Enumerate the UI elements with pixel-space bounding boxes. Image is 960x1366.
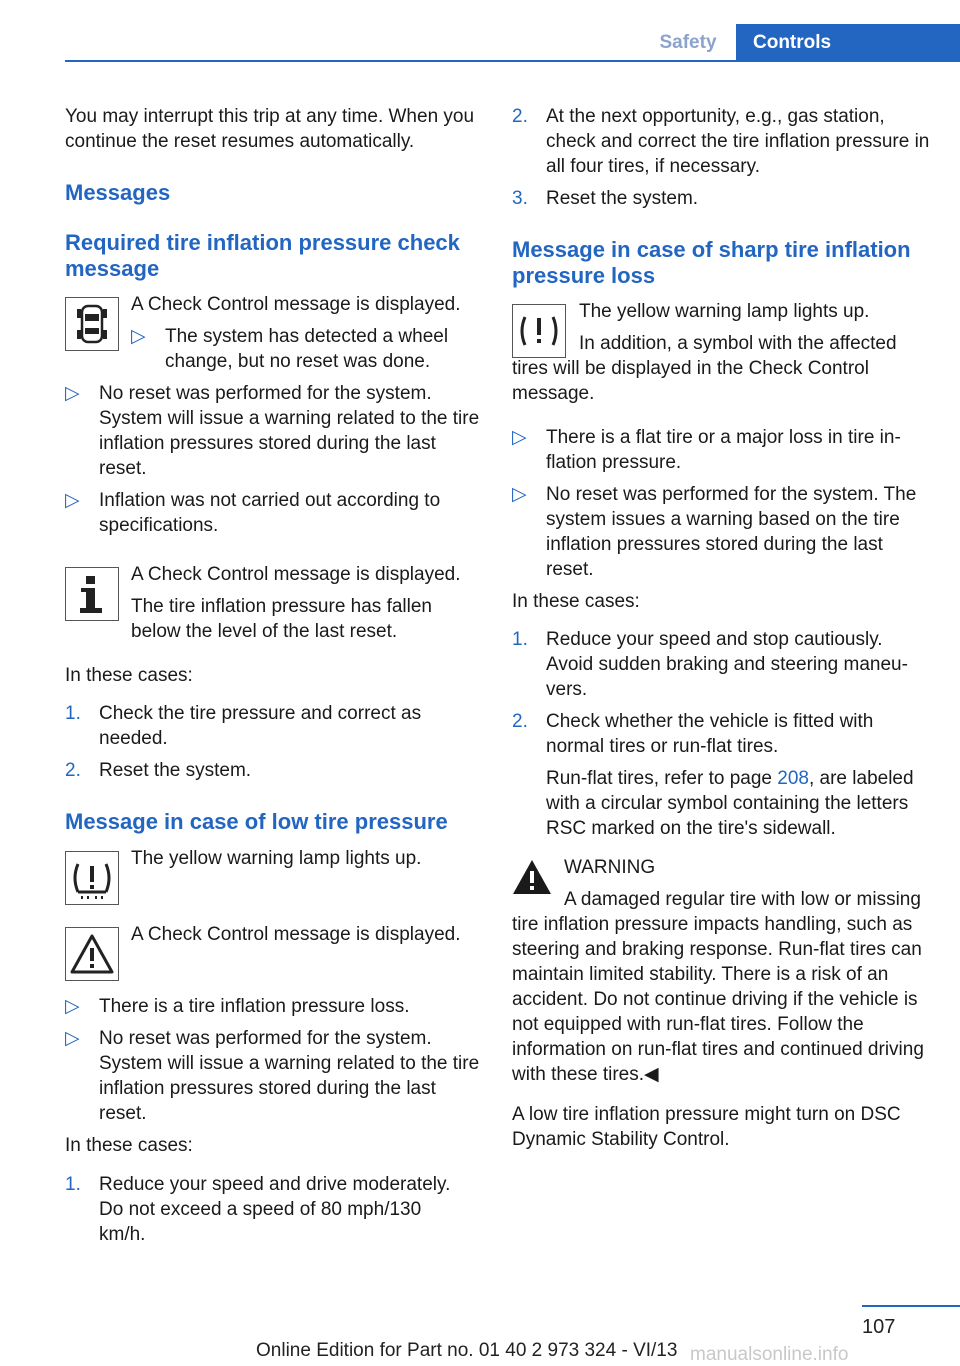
sharp-heading-block (512, 237, 932, 289)
header-rule (65, 60, 960, 62)
header-section-controls: Controls (736, 24, 960, 62)
triangle-bullet-icon: ▷ (512, 484, 527, 505)
list-item (131, 324, 481, 374)
step-number: 2. (512, 711, 528, 732)
low-text: The yellow warning lamp lights up. (131, 848, 422, 869)
runflat-text-pre: Run-flat tires, refer to page (546, 768, 778, 789)
required-text-block (131, 292, 481, 374)
list-item (65, 758, 480, 783)
warning-label-block (564, 855, 924, 880)
list-item (65, 1172, 480, 1247)
cases-label: In these cases: (65, 665, 193, 686)
triangle-bullet-icon: ▷ (131, 326, 146, 347)
info-text-block (131, 562, 481, 644)
triangle-bullet-icon: ▷ (65, 490, 80, 511)
left-column (65, 104, 480, 154)
warning-triangle-icon (65, 927, 119, 981)
step-number: 1. (512, 629, 528, 650)
list-item-text: Reset the system. (546, 188, 699, 209)
info-text-1: A Check Control message is displayed. (131, 564, 461, 585)
dsc-block (512, 1102, 932, 1152)
low-text2-block (131, 922, 481, 947)
header-section-safety: Safety (659, 32, 717, 53)
cases-label: In these cases: (65, 1135, 193, 1156)
messages-heading: Messages (65, 180, 171, 205)
low-heading-block (65, 809, 480, 835)
triangle-bullet-icon: ▷ (65, 383, 80, 404)
list-item (65, 701, 480, 751)
footer-rule (862, 1305, 960, 1307)
warning-label: WARNING (564, 857, 656, 878)
list-item (65, 381, 480, 481)
list-item-text: Reset the system. (99, 760, 252, 781)
list-item (65, 994, 480, 1019)
list-item-text: Reduce your speed and stop cautiously. Avoid sudden braking and steering maneuvers. (546, 629, 908, 700)
list-item (65, 488, 480, 538)
list-item (512, 627, 932, 702)
step-number: 3. (512, 188, 528, 209)
required-check-heading: Required tire inflation pressure check message (65, 230, 460, 281)
runflat-text-post: , are labeled with a circular symbol containing the letters RSC marked on the tire's sidewall. (546, 768, 914, 839)
list-item (512, 104, 932, 179)
list-item (512, 425, 932, 475)
step-number: 1. (65, 703, 81, 724)
page-number: 107 (862, 1316, 896, 1338)
list-item (65, 1026, 480, 1126)
required-text: A Check Control message is displayed. (131, 294, 461, 315)
list-item-text: Check the tire pressure and correct as needed. (99, 703, 422, 749)
list-item-text: No reset was performed for the system. System will issue a warning related to the tire inflation pressures stored during the last reset. (99, 383, 480, 479)
list-item (512, 482, 932, 582)
list-item-text: There is a tire inflation pressure loss. (99, 996, 410, 1017)
list-item (512, 186, 932, 211)
list-item-text: The system has detected a wheel change, but no reset was done. (165, 326, 449, 372)
info-text-2: The tire inflation pressure has fallen below the level of the last reset. (131, 596, 432, 642)
messages-heading-block (65, 180, 480, 206)
list-item-text: There is a flat tire or a major loss in tire inflation pressure. (546, 427, 901, 473)
low-bullets (65, 994, 480, 1247)
sharp-text2-block (512, 331, 932, 406)
intro-paragraph: You may interrupt this trip at any time. When you continue the reset resumes automatically. (65, 106, 475, 152)
list-item-text: No reset was performed for the system. The system issues a warning based on the tire inflation pressures stored during the last reset. (546, 484, 917, 580)
dsc-text: A low tire inflation pressure might turn on DSC Dynamic Stability Control. (512, 1104, 901, 1150)
low-text-2: A Check Control message is displayed. (131, 924, 461, 945)
edition-text: Online Edition for Part no. 01 40 2 973 324 - VI/13 (256, 1340, 678, 1361)
list-item (512, 709, 932, 759)
low-text-block (131, 846, 481, 871)
warning-text: A damaged regular tire with low or missing tire inflation pressure impacts handling, such as steering and braking response. Run-flat tires can maintain limited stability. There is a risk of an accident. Do not continue driving if the vehicle is not equipped with run-flat tires. Follow the information on run-flat tires and continued driving with these tires.◀ (512, 889, 924, 1085)
list-item-text: Inflation was not carried out according to specifications. (99, 490, 441, 536)
warning-text-block (512, 887, 932, 1087)
sharp-text-2: In addition, a symbol with the affected tires will be displayed in the Check Control message. (512, 333, 897, 404)
list-item-text: Reduce your speed and drive moderately. Do not exceed a speed of 80 mph/130 km/h. (99, 1174, 451, 1245)
watermark: manualsonline.info (690, 1344, 849, 1365)
cases-block-1 (65, 663, 480, 783)
tire-pressure-warning-icon (65, 851, 119, 905)
required-bullets (65, 381, 480, 538)
step-number: 1. (65, 1174, 81, 1195)
sharp-text-1: The yellow warning lamp lights up. (579, 301, 870, 322)
required-heading-block (65, 230, 480, 282)
triangle-bullet-icon: ▷ (65, 1028, 80, 1049)
triangle-bullet-icon: ▷ (512, 427, 527, 448)
sharp-loss-heading: Message in case of sharp tire inflation pressure loss (512, 237, 911, 288)
cases-label: In these cases: (512, 591, 640, 612)
right-steps-cont (512, 104, 932, 211)
info-icon (65, 567, 119, 621)
list-item-text: No reset was performed for the system. System will issue a warning related to the tire inflation pressures stored during the last reset. (99, 1028, 480, 1124)
list-item-text: At the next opportunity, e.g., gas station, check and correct the tire inflation pressure in all four tires, if necessary. (546, 106, 930, 177)
sharp-text1-block (579, 299, 929, 324)
low-pressure-heading: Message in case of low tire pressure (65, 809, 448, 834)
step-number: 2. (512, 106, 528, 127)
sharp-bullets (512, 425, 932, 841)
triangle-bullet-icon: ▷ (65, 996, 80, 1017)
step-number: 2. (65, 760, 81, 781)
list-item-text: Check whether the vehicle is fitted with normal tires or run-flat tires. (546, 711, 874, 757)
runflat-note (512, 766, 932, 841)
vehicle-tires-icon (65, 297, 119, 351)
page-reference-link[interactable]: 208 (777, 768, 809, 789)
